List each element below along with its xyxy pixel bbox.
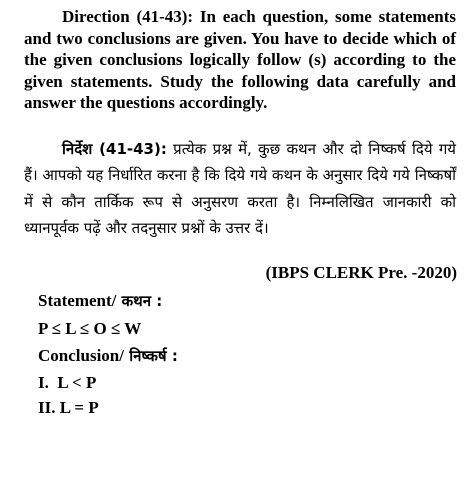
exam-source: (IBPS CLERK Pre. -2020) xyxy=(265,263,457,282)
conclusion-label-en: Conclusion/ xyxy=(38,346,124,365)
direction-english: Direction (41-43): In each question, some statements and two conclusions are given. You have to decide which of the given conclusions logically follow (s) according to the given statements. Study the following data carefully and answer the questions accordingly. xyxy=(24,7,456,112)
statement-label-hi: कथन : xyxy=(116,292,163,310)
statement-label-en: Statement/ xyxy=(38,291,117,310)
direction-hindi xyxy=(24,136,456,241)
direction-hindi-text: प्रत्येक प्रश्न में, कुछ कथन और दो निष्कर्ष दिये गये हैं। आपको यह निर्धारित करना है कि दिये गये कथन के अनुसार दिये गये निष्कर्षों में से कौन तार्किक रूप से अनुसरण करता है। निम्नलिखित जानकारी को ध्यानपूर्वक पढ़ें और तदनुसार प्रश्नों के उत्तर दें। xyxy=(24,140,456,237)
conclusion-item xyxy=(38,372,96,394)
conclusion-text: L = P xyxy=(59,398,99,417)
statement-label xyxy=(38,290,162,312)
conclusion-number: II. xyxy=(38,398,56,417)
direction-hindi-label: निर्देश (41-43): xyxy=(62,140,167,158)
conclusion-label xyxy=(38,345,178,367)
conclusion-number: I. xyxy=(38,373,49,392)
conclusion-text: L < P xyxy=(57,373,97,392)
statement-expression: P ≤ L ≤ O ≤ W xyxy=(38,319,142,338)
conclusion-item xyxy=(38,397,99,419)
conclusion-label-hi: निष्कर्ष : xyxy=(123,347,178,365)
